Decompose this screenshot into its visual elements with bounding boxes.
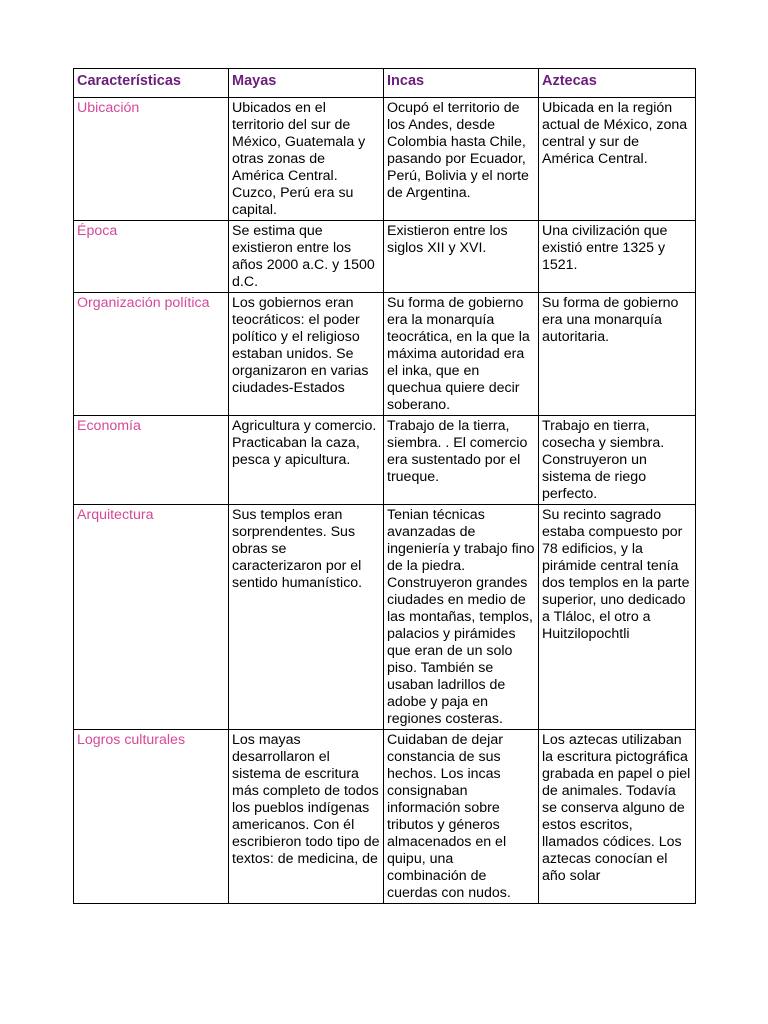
cell-mayas: Ubicados en el territorio del sur de México, Guatemala y otras zonas de América Central. Cuzco, Perú era su capital. <box>229 98 384 221</box>
cell-aztecas: Ubicada en la región actual de México, zona central y sur de América Central. <box>539 98 696 221</box>
table-row-economia <box>74 416 696 505</box>
header-aztecas: Aztecas <box>539 69 696 98</box>
table-row-logros-culturales <box>74 730 696 904</box>
row-label: Economía <box>74 416 229 505</box>
row-label: Ubicación <box>74 98 229 221</box>
table-row-ubicacion <box>74 98 696 221</box>
header-incas: Incas <box>384 69 539 98</box>
cell-aztecas: Trabajo en tierra, cosecha y siembra. Construyeron un sistema de riego perfecto. <box>539 416 696 505</box>
header-caracteristicas: Características <box>74 69 229 98</box>
cell-mayas: Agricultura y comercio. Practicaban la caza, pesca y apicultura. <box>229 416 384 505</box>
table-row-arquitectura <box>74 505 696 730</box>
cell-incas: Trabajo de la tierra, siembra. . El comercio era sustentado por el trueque. <box>384 416 539 505</box>
cell-incas: Cuidaban de dejar constancia de sus hechos. Los incas consignaban información sobre tributos y géneros almacenados en el quipu, una combinación de cuerdas con nudos. <box>384 730 539 904</box>
cell-mayas: Los gobiernos eran teocráticos: el poder político y el religioso estaban unidos. Se organizaron en varias ciudades-Estados <box>229 293 384 416</box>
cell-aztecas: Su recinto sagrado estaba compuesto por 78 edificios, y la pirámide central tenía dos templos en la parte superior, uno dedicado a Tláloc, el otro a Huitzilopochtli <box>539 505 696 730</box>
table-header-row <box>74 69 696 98</box>
cell-aztecas: Los aztecas utilizaban la escritura pictográfica grabada en papel o piel de animales. Todavía se conserva alguno de estos escritos, llamados códices. Los aztecas conocían el año solar <box>539 730 696 904</box>
cell-incas: Existieron entre los siglos XII y XVI. <box>384 221 539 293</box>
cell-incas: Tenian técnicas avanzadas de ingeniería y trabajo fino de la piedra. Construyeron grandes ciudades en medio de las montañas, templos, palacios y pirámides que eran de un solo piso. También se usaban ladrillos de adobe y paja en regiones costeras. <box>384 505 539 730</box>
table-row-organizacion-politica <box>74 293 696 416</box>
row-label: Época <box>74 221 229 293</box>
row-label: Logros culturales <box>74 730 229 904</box>
cell-aztecas: Una civilización que existió entre 1325 y 1521. <box>539 221 696 293</box>
cell-incas: Su forma de gobierno era la monarquía teocrática, en la que la máxima autoridad era el inka, que en quechua quiere decir soberano. <box>384 293 539 416</box>
cell-incas: Ocupó el territorio de los Andes, desde Colombia hasta Chile, pasando por Ecuador, Perú, Bolivia y el norte de Argentina. <box>384 98 539 221</box>
cell-mayas: Se estima que existieron entre los años 2000 a.C. y 1500 d.C. <box>229 221 384 293</box>
cell-aztecas: Su forma de gobierno era una monarquía autoritaria. <box>539 293 696 416</box>
row-label: Organización política <box>74 293 229 416</box>
row-label: Arquitectura <box>74 505 229 730</box>
cell-mayas: Sus templos eran sorprendentes. Sus obras se caracterizaron por el sentido humanístico. <box>229 505 384 730</box>
header-mayas: Mayas <box>229 69 384 98</box>
cell-mayas: Los mayas desarrollaron el sistema de escritura más completo de todos los pueblos indígenas americanos. Con él escribieron todo tipo de textos: de medicina, de <box>229 730 384 904</box>
table-row-epoca <box>74 221 696 293</box>
comparison-table <box>73 68 696 904</box>
